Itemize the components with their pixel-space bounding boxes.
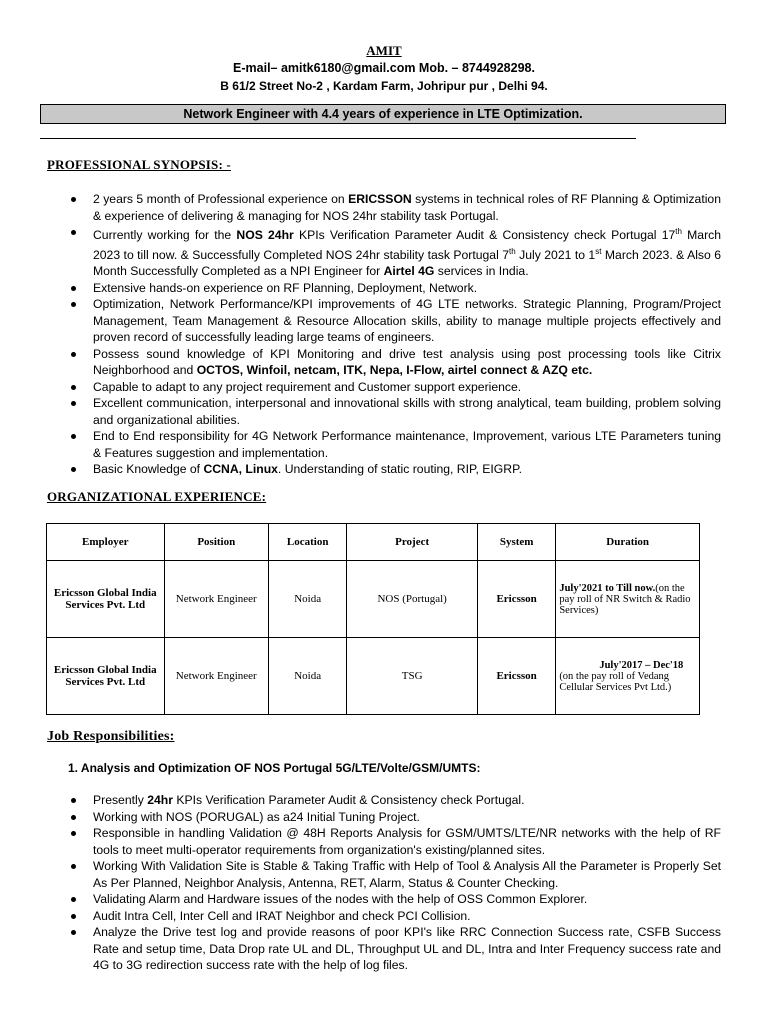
list-item: Working with NOS (PORUGAL) as a24 Initial Tuning Project. bbox=[47, 809, 721, 826]
project-cell: TSG bbox=[347, 638, 478, 715]
list-item: Capable to adapt to any project requirement and Customer support experience. bbox=[47, 379, 721, 396]
list-item: Responsible in handling Validation @ 48H Reports Analysis for GSM/UMTS/LTE/NR networks with the help of RF tools to meet multi-operator requirements from organization's existing/planned sites. bbox=[47, 825, 721, 858]
location-cell: Noida bbox=[269, 561, 347, 638]
column-header: Location bbox=[269, 524, 347, 561]
experience-heading: ORGANIZATIONAL EXPERIENCE: bbox=[47, 489, 267, 504]
list-item: Working With Validation Site is Stable & Taking Traffic with Help of Tool & Analysis All the Parameter is Properly Set As Per Planned, Neighbor Analysis, Antenna, RET, Alarm, Status & Counter Checking. bbox=[47, 858, 721, 891]
employer-cell: Ericsson Global India Services Pvt. Ltd bbox=[47, 561, 165, 638]
experience-table bbox=[46, 523, 700, 715]
address-line: B 61/2 Street No-2 , Kardam Farm, Johripur pur , Delhi 94. bbox=[220, 79, 548, 93]
table-header-row bbox=[47, 524, 700, 561]
list-item: Currently working for the NOS 24hr KPIs Verification Parameter Audit & Consistency check Portugal 17th March 2023 to till now. & Successfully Completed NOS 24hr stability task Portugal 7th July 2021 to 1st March 2023. & Also 6 Month Successfully Completed as a NPI Engineer for Airtel 4G services in India. bbox=[47, 224, 721, 280]
list-item: Analyze the Drive test log and provide reasons of poor KPI's like RRC Connection Success rate, CSFB Success Rate and setup time, Data Drop rate UL and DL, Throughput UL and DL, Intra and Inter Frequency success rate and 4G to 3G redirection success rate with the help of log files. bbox=[47, 924, 721, 974]
duration-cell: July'2021 to Till now.(on the pay roll of NR Switch & Radio Services) bbox=[556, 561, 700, 638]
column-header: Position bbox=[164, 524, 268, 561]
list-item: Possess sound knowledge of KPI Monitoring and drive test analysis using post processing tools like Citrix Neighborhood and OCTOS, Winfoil, netcam, ITK, Nepa, I-Flow, airtel connect & AZQ etc. bbox=[47, 346, 721, 379]
synopsis-heading: PROFESSIONAL SYNOPSIS: - bbox=[47, 157, 231, 172]
list-item: Optimization, Network Performance/KPI improvements of 4G LTE networks. Strategic Planning, Program/Project Management, Team Management & Resource Allocation skills, ability to manage multiple projects effectively and proven record of successfully leading large teams of engineers. bbox=[47, 296, 721, 346]
responsibilities-heading: Job Responsibilities: bbox=[47, 729, 175, 744]
list-item: Excellent communication, interpersonal and innovational skills with strong analytical, team building, problem solving and organizational abilities. bbox=[47, 395, 721, 428]
duration-cell: July'2017 – Dec'18 (on the pay roll of Vedang Cellular Services Pvt Ltd.) bbox=[556, 638, 700, 715]
list-item: Extensive hands-on experience on RF Planning, Deployment, Network. bbox=[47, 280, 721, 297]
list-item: Basic Knowledge of CCNA, Linux. Understanding of static routing, RIP, EIGRP. bbox=[47, 461, 721, 478]
table-row bbox=[47, 561, 700, 638]
synopsis-list bbox=[47, 191, 721, 478]
list-item: Validating Alarm and Hardware issues of the nodes with the help of OSS Common Explorer. bbox=[47, 891, 721, 908]
candidate-name: AMIT bbox=[366, 43, 402, 58]
project-cell: NOS (Portugal) bbox=[347, 561, 478, 638]
system-cell: Ericsson bbox=[477, 561, 555, 638]
position-cell: Network Engineer bbox=[164, 561, 268, 638]
numbered-subheading: 1. Analysis and Optimization OF NOS Portugal 5G/LTE/Volte/GSM/UMTS: bbox=[68, 761, 481, 775]
responsibilities-list bbox=[47, 792, 721, 974]
column-header: Employer bbox=[47, 524, 165, 561]
headline-banner: Network Engineer with 4.4 years of experience in LTE Optimization. bbox=[40, 104, 726, 124]
horizontal-rule bbox=[40, 138, 636, 139]
system-cell: Ericsson bbox=[477, 638, 555, 715]
list-item: End to End responsibility for 4G Network Performance maintenance, Improvement, various LTE Parameters tuning & Features suggestion and implementation. bbox=[47, 428, 721, 461]
list-item: Audit Intra Cell, Inter Cell and IRAT Neighbor and check PCI Collision. bbox=[47, 908, 721, 925]
employer-cell: Ericsson Global India Services Pvt. Ltd bbox=[47, 638, 165, 715]
table-row bbox=[47, 638, 700, 715]
column-header: System bbox=[477, 524, 555, 561]
location-cell: Noida bbox=[269, 638, 347, 715]
position-cell: Network Engineer bbox=[164, 638, 268, 715]
column-header: Project bbox=[347, 524, 478, 561]
list-item: 2 years 5 month of Professional experience on ERICSSON systems in technical roles of RF Planning & Optimization & experience of delivering & managing for NOS 24hr stability task Portugal. bbox=[47, 191, 721, 224]
list-item: Presently 24hr KPIs Verification Parameter Audit & Consistency check Portugal. bbox=[47, 792, 721, 809]
contact-line: E-mail– amitk6180@gmail.com Mob. – 8744928298. bbox=[233, 61, 535, 75]
column-header: Duration bbox=[556, 524, 700, 561]
